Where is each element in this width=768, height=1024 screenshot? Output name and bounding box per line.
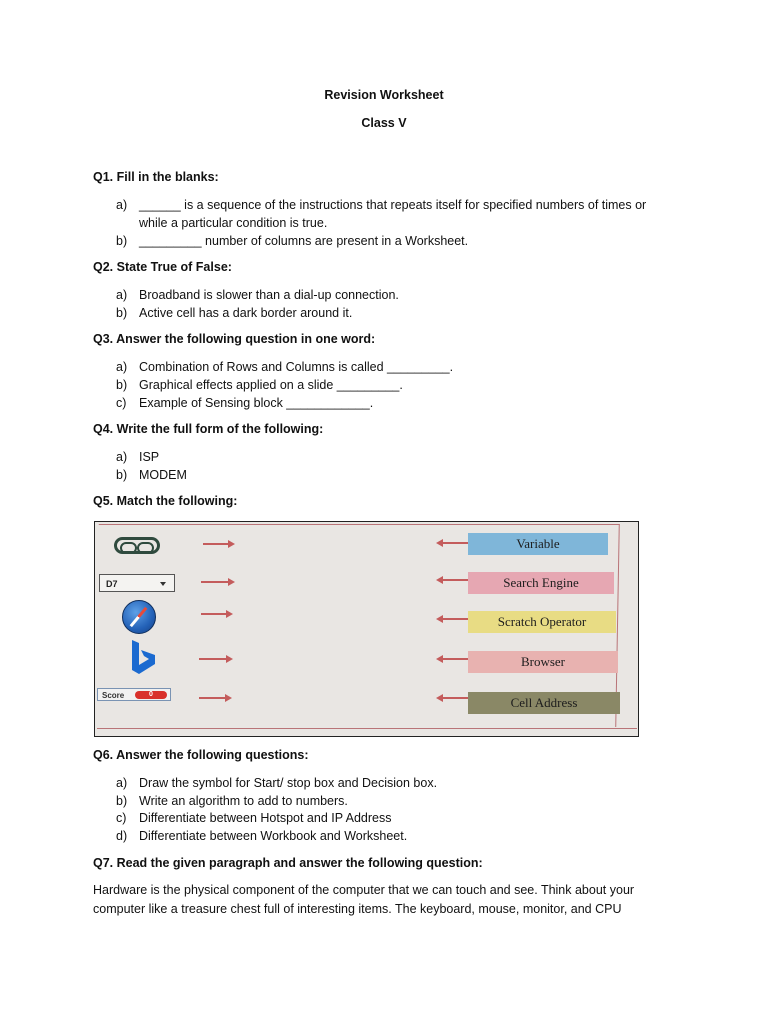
answer-label-browser <box>468 651 618 673</box>
score-value: 0 <box>135 691 167 699</box>
list-item <box>116 286 676 304</box>
list-item <box>116 196 676 232</box>
item-text: ______ is a sequence of the instructions that repeats itself for specified numbers of times or while a particular condition is true. <box>139 198 647 230</box>
list-item <box>116 448 676 466</box>
arrow-right <box>201 581 230 583</box>
q7-heading: Q7. Read the given paragraph and answer the following question: <box>93 856 483 870</box>
item-text: Broadband is slower than a dial-up connection. <box>139 288 399 302</box>
arrow-right <box>199 658 228 660</box>
page-title: Revision Worksheet <box>324 88 444 102</box>
match-the-following-image <box>94 521 639 737</box>
chevron-down-icon <box>160 582 166 586</box>
bing-icon <box>128 639 160 675</box>
item-label: c) <box>116 396 127 410</box>
list-item <box>116 376 676 394</box>
arrow-right <box>201 613 228 615</box>
item-label: a) <box>116 198 128 212</box>
list-item <box>116 774 676 792</box>
item-text: Differentiate between Workbook and Worksheet. <box>139 829 408 843</box>
item-label: a) <box>116 288 128 302</box>
list-item <box>116 358 676 376</box>
item-label: b) <box>116 234 128 248</box>
item-label: b) <box>116 306 128 320</box>
score-variable <box>97 688 171 701</box>
answer-label-scratch-operator <box>468 611 616 633</box>
q2-heading: Q2. State True of False: <box>93 260 232 274</box>
answer-text: Cell Address <box>510 695 578 710</box>
item-label: b) <box>116 468 128 482</box>
q1-heading: Q1. Fill in the blanks: <box>93 170 219 184</box>
q4-heading: Q4. Write the full form of the following: <box>93 422 324 436</box>
score-label: Score <box>102 691 125 700</box>
toggle-icon <box>114 537 160 554</box>
item-text: Active cell has a dark border around it. <box>139 306 353 320</box>
item-text: ISP <box>139 450 160 464</box>
answer-text: Search Engine <box>503 575 579 590</box>
answer-label-search-engine <box>468 572 614 594</box>
item-label: a) <box>116 360 128 374</box>
list-item <box>116 466 676 484</box>
list-item <box>116 304 676 322</box>
list-item <box>116 232 676 250</box>
item-text: Graphical effects applied on a slide _________. <box>139 378 403 392</box>
list-item <box>116 792 676 810</box>
item-label: a) <box>116 776 128 790</box>
arrow-left <box>441 658 469 660</box>
compass-icon <box>122 600 156 634</box>
answer-text: Scratch Operator <box>497 614 587 629</box>
q5-heading: Q5. Match the following: <box>93 494 238 508</box>
item-text: Write an algorithm to add to numbers. <box>139 794 348 808</box>
item-label: d) <box>116 829 128 843</box>
paper-border-bottom <box>97 728 637 729</box>
arrow-left <box>441 697 469 699</box>
item-text: MODEM <box>139 468 187 482</box>
item-text: Example of Sensing block ____________. <box>139 396 374 410</box>
q6-heading: Q6. Answer the following questions: <box>93 748 309 762</box>
list-item <box>116 827 676 845</box>
answer-label-variable <box>468 533 608 555</box>
arrow-left <box>441 579 469 581</box>
item-label: b) <box>116 378 128 392</box>
answer-label-cell-address <box>468 692 620 714</box>
cell-address-label: D7 <box>106 579 118 589</box>
item-text: Combination of Rows and Columns is called _________. <box>139 360 454 374</box>
item-text: Draw the symbol for Start/ stop box and Decision box. <box>139 776 438 790</box>
arrow-right <box>199 697 227 699</box>
arrow-left <box>441 618 469 620</box>
arrow-right <box>203 543 230 545</box>
list-item <box>116 809 676 827</box>
page-subtitle: Class V <box>361 116 407 130</box>
q3-heading: Q3. Answer the following question in one word: <box>93 332 376 346</box>
item-label: b) <box>116 794 128 808</box>
item-label: c) <box>116 811 127 825</box>
cell-address-box <box>99 574 175 592</box>
arrow-left <box>441 542 469 544</box>
item-label: a) <box>116 450 128 464</box>
answer-text: Variable <box>516 536 560 551</box>
q7-paragraph: Hardware is the physical component of the computer that we can touch and see. Think about your computer like a treasure chest full of interesting items. The keyboard, mouse, monitor, and CPU <box>93 883 635 916</box>
answer-text: Browser <box>520 654 566 669</box>
item-text: Differentiate between Hotspot and IP Address <box>139 811 392 825</box>
item-text: _________ number of columns are present in a Worksheet. <box>139 234 469 248</box>
list-item <box>116 394 676 412</box>
